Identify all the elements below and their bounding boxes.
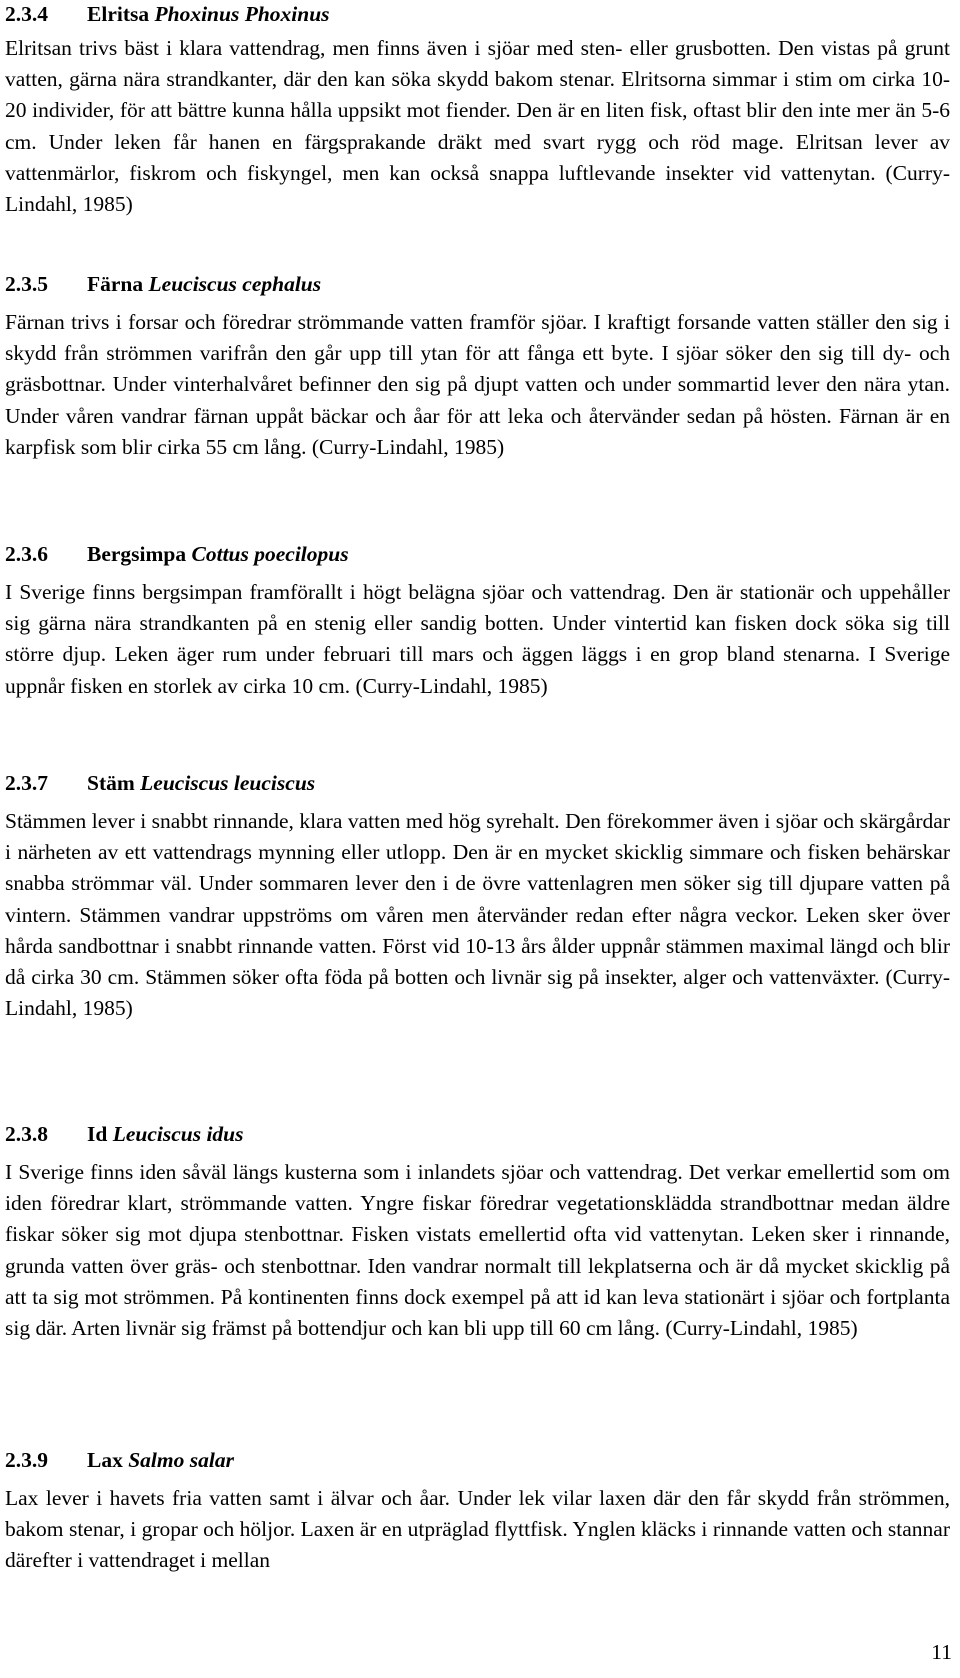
section-body: Elritsan trivs bäst i klara vattendrag, men finns även i sjöar med sten- eller grusbotten. Den vistas på grunt vatten, gärna nära strandkanter, där den kan söka skydd bakom stenar. Elritsorna simmar i stim om cirka 10-20 individer, för att bättre kunna hålla uppsikt mot fiender. Den är en liten fisk, oftast blir den inte mer än 5-6 cm. Under leken får hanen en färgsprakande dräkt med svart rygg och röd mage. Elritsan lever av vattenmärlor, fiskrom och fiskyngel, men kan också snappa luftlevande insekter vid vattenytan. (Curry-Lindahl, 1985) — [5, 36, 950, 217]
section-body: Färnan trivs i forsar och föredrar strömmande vatten framför sjöar. I kraftigt forsande vatten ställer den sig i skydd från strömmen varifrån den går upp till ytan för att fånga ett byte. I sjöar söker den sig till dy- och gräsbottnar. Under vinterhalvåret befinner den sig på djupt vatten och under sommartid lever den nära ytan. Under våren vandrar färnan uppåt bäckar och åar för att leka och återvänder sedan på hösten. Färnan är en karpfisk som blir cirka 55 cm lång. (Curry-Lindahl, 1985) — [5, 310, 950, 459]
section-heading — [5, 1446, 950, 1474]
section-heading — [5, 270, 950, 298]
section-farna — [5, 270, 950, 463]
section-body: I Sverige finns bergsimpan framförallt i högt belägna sjöar och vattendrag. Den är stationär och uppehåller sig gärna nära strandkanten på en stenig eller sandig botten. Under vintertid kan fisken dock söka sig till större djup. Leken äger rum under februari till mars och äggen läggs i en grop bland stenarna. I Sverige uppnår fisken en storlek av cirka 10 cm. (Curry-Lindahl, 1985) — [5, 580, 950, 698]
section-name: Färna — [87, 272, 144, 296]
section-heading — [5, 540, 950, 568]
section-latin-name: Leuciscus idus — [112, 1122, 244, 1146]
section-name: Bergsimpa — [87, 542, 187, 566]
section-number: 2.3.7 — [5, 771, 48, 795]
section-latin-name: Salmo salar — [128, 1448, 234, 1472]
section-heading — [5, 1120, 950, 1148]
section-latin-name: Cottus poecilopus — [191, 542, 349, 566]
section-body: I Sverige finns iden såväl längs kusterna som i inlandets sjöar och vattendrag. Det verkar emellertid som om iden föredrar klart, strömmande vatten. Yngre fiskar föredrar vegetationsklädda strandbottnar medan äldre fiskar söker sig mot djupa stenbottnar. Fisken vistats emellertid ofta vid vattenytan. Leken sker i rinnande, grunda vatten över gräs- och stenbottnar. Iden vandrar normalt till lekplatserna och är då mycket skicklig på att ta sig mot strömmen. På kontinenten finns dock exempel på att id kan leva stationärt i sjöar och fortplanta sig där. Arten livnär sig främst på bottendjur och kan bli upp till 60 cm lång. (Curry-Lindahl, 1985) — [5, 1160, 950, 1341]
section-heading — [5, 769, 950, 797]
section-number: 2.3.6 — [5, 542, 48, 566]
section-bergsimpa — [5, 540, 950, 702]
section-number: 2.3.8 — [5, 1122, 48, 1146]
section-heading — [5, 0, 950, 28]
section-latin-name: Phoxinus Phoxinus — [154, 2, 330, 26]
section-number: 2.3.9 — [5, 1448, 48, 1472]
section-id — [5, 1120, 950, 1344]
section-name: Lax — [87, 1448, 123, 1472]
section-latin-name: Leuciscus cephalus — [148, 272, 322, 296]
section-body: Stämmen lever i snabbt rinnande, klara vatten med hög syrehalt. Den förekommer även i sjöar och skärgårdar i närheten av ett vattendrags mynning eller utlopp. Den är en mycket skicklig simmare och fisken behärskar snabba strömmar väl. Under sommaren lever den i de övre vattenlagren men söker sig till djupare vatten på vintern. Stämmen vandrar uppströms om våren men återvänder redan efter några veckor. Leken sker över hårda sandbottnar i snabbt rinnande vatten. Först vid 10-13 års ålder uppnår stämmen maximal längd och blir då cirka 30 cm. Stämmen söker ofta föda på botten och livnär sig på insekter, alger och vattenväxter. (Curry-Lindahl, 1985) — [5, 809, 950, 1021]
section-name: Elritsa — [87, 2, 150, 26]
section-lax — [5, 1446, 950, 1577]
section-name: Stäm — [87, 771, 135, 795]
section-elritsa — [5, 0, 950, 220]
section-name: Id — [87, 1122, 108, 1146]
section-body: Lax lever i havets fria vatten samt i älvar och åar. Under lek vilar laxen där den får skydd från strömmen, bakom stenar, i gropar och höljor. Laxen är en utpräglad flyttfisk. Ynglen kläcks i rinnande vatten och stannar därefter i vattendraget i mellan — [5, 1486, 950, 1573]
page-number: 11 — [931, 1640, 952, 1664]
section-number: 2.3.4 — [5, 2, 48, 26]
section-stam — [5, 769, 950, 1024]
section-number: 2.3.5 — [5, 272, 48, 296]
section-latin-name: Leuciscus leuciscus — [140, 771, 316, 795]
